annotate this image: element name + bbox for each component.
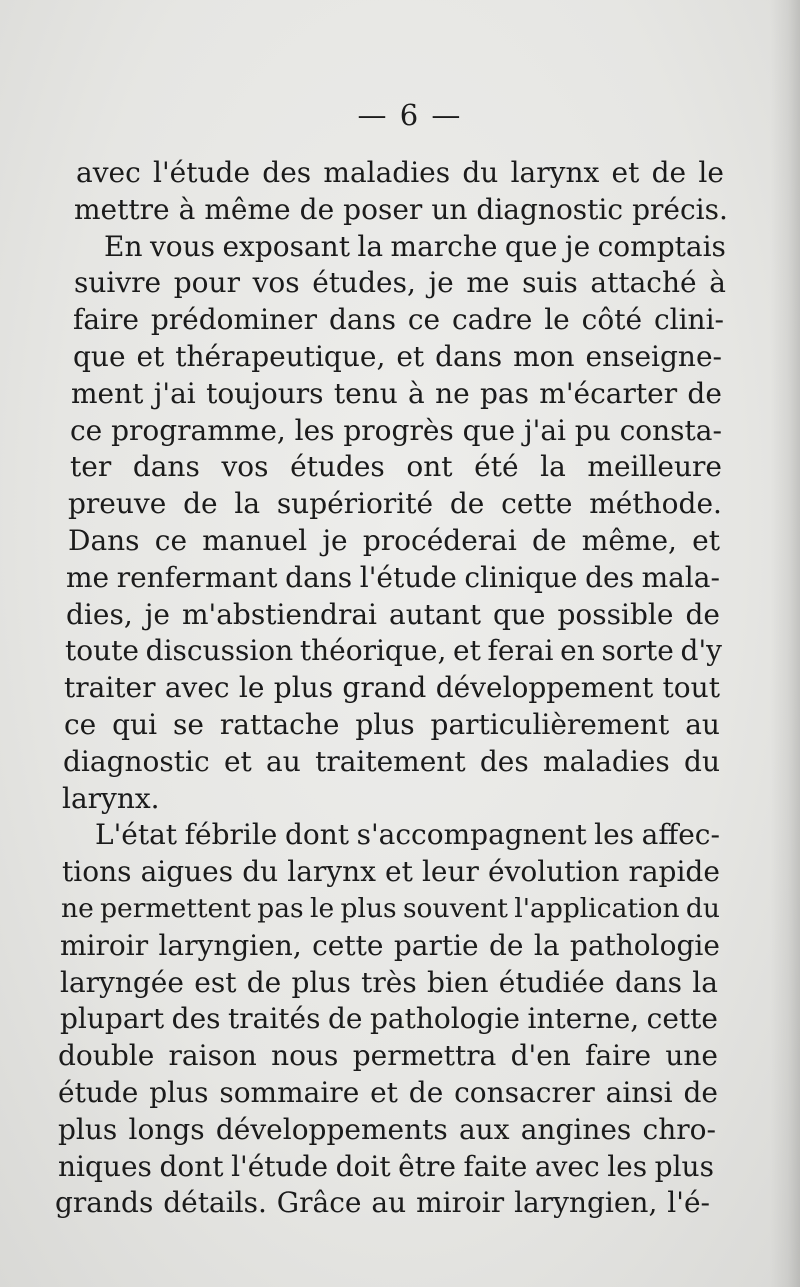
page-number: — 6 — [357,98,463,132]
text-line: Dans ce manuel je procéderai de même, et [68,524,720,557]
text-line: L'état fébrile dont s'accompagnent les affec- [95,818,720,852]
text-line: suivre pour vos études, je me suis attaché à [74,266,726,300]
text-line: toute discussion théorique, et ferai en sorte d'y [65,634,722,668]
text-line: ter dans vos études ont été la meilleure [70,450,722,484]
text-line: traiter avec le plus grand développement tout [64,671,720,705]
text-line: que et thérapeutique, et dans mon enseigne- [73,340,722,373]
text-line: larynx. [62,781,160,815]
text-line: me renfermant dans l'étude clinique des mala- [66,560,720,594]
text-line: double raison nous permettra d'en faire une [58,1039,718,1073]
text-line: mettre à même de poser un diagnostic précis. [74,192,728,226]
text-line: En vous exposant la marche que je comptais [104,229,726,263]
text-line: preuve de la supériorité de cette méthode. [68,487,722,521]
text-line: tions aigues du larynx et leur évolution rapide [62,855,720,889]
text-line: miroir laryngien, cette partie de la pathologie [60,928,720,962]
text-line: étude plus sommaire et de consacrer ainsi de [58,1076,718,1109]
text-line: faire prédominer dans ce cadre le côté clini- [73,303,724,337]
text-line: dies, je m'abstiendrai autant que possible de [66,597,720,631]
text-line: ce programme, les progrès que j'ai pu consta- [70,413,722,447]
text-line: plupart des traités de pathologie interne, cette [60,1002,718,1036]
text-line: avec l'étude des maladies du larynx et de le [76,156,724,189]
text-line: laryngée est de plus très bien étudiée dans la [60,965,718,999]
text-line: ne permettent pas le plus souvent l'application du [61,893,720,924]
text-line: ce qui se rattache plus particulièrement au [64,708,720,741]
text-line: ment j'ai toujours tenu à ne pas m'écarter de [71,376,722,410]
text-line: niques dont l'étude doit être faite avec les plus [58,1149,714,1183]
text-line: diagnostic et au traitement des maladies du [63,744,720,778]
text-line: plus longs développements aux angines chro- [58,1112,716,1146]
text-line: grands détails. Grâce au miroir laryngien, l'é- [55,1186,710,1220]
